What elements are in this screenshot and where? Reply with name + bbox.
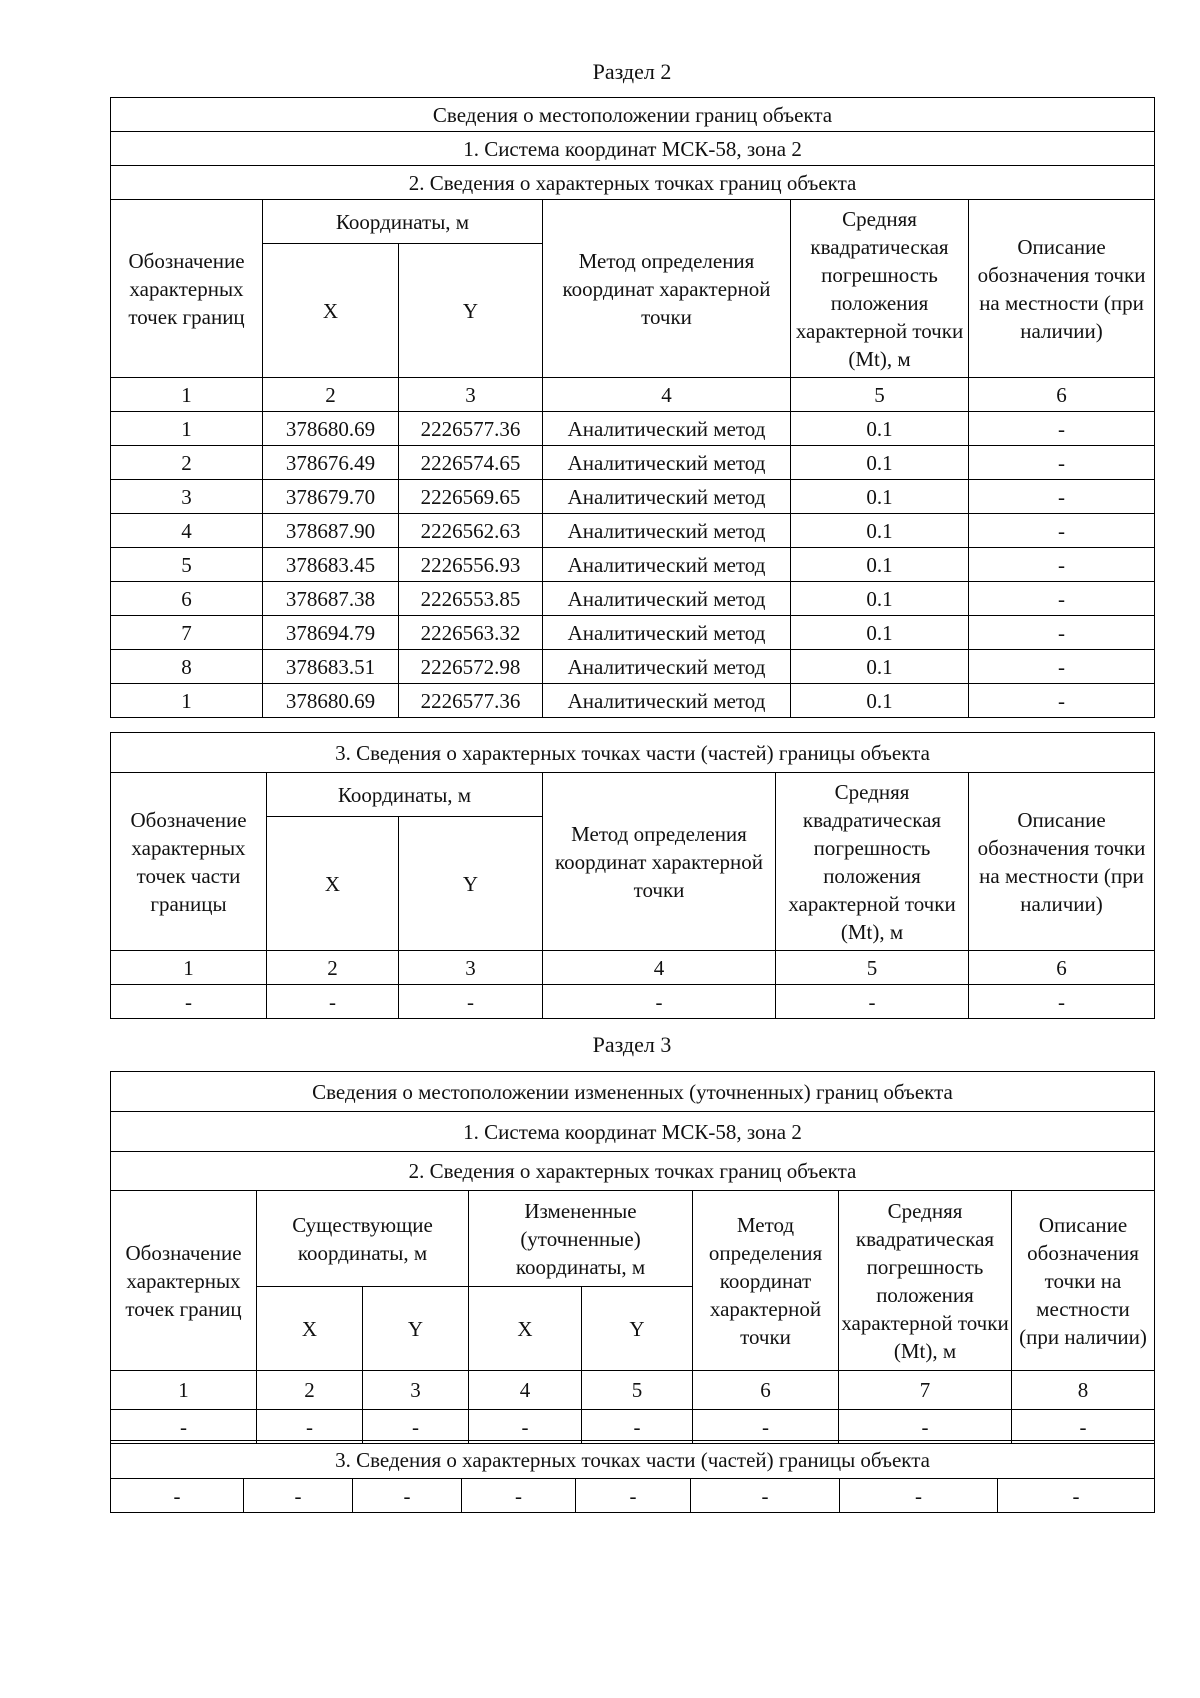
section-2-coord-system: 1. Система координат МСК-58, зона 2 bbox=[111, 132, 1155, 166]
part-header-description: Описание обозначения точки на местности (при наличии) bbox=[969, 773, 1155, 951]
point-method: Аналитический метод bbox=[543, 616, 791, 650]
col-number: 3 bbox=[363, 1371, 469, 1410]
point-error: 0.1 bbox=[791, 650, 969, 684]
col-number: 6 bbox=[693, 1371, 839, 1410]
part-header-designation: Обозначение характерных точек части границы bbox=[111, 773, 267, 951]
header-description: Описание обозначения точки на местности (при наличии) bbox=[969, 200, 1155, 378]
col-number: 4 bbox=[543, 951, 776, 985]
empty-cell: - bbox=[1012, 1410, 1155, 1444]
point-method: Аналитический метод bbox=[543, 480, 791, 514]
col-number: 3 bbox=[399, 951, 543, 985]
s3-header-y2: Y bbox=[582, 1287, 693, 1371]
table-row bbox=[111, 684, 1155, 718]
table-row bbox=[111, 650, 1155, 684]
s3-header-changed: Измененные (уточненные) координаты, м bbox=[469, 1191, 693, 1287]
empty-cell: - bbox=[839, 1410, 1012, 1444]
header-designation: Обозначение характерных точек границ bbox=[111, 200, 263, 378]
s3-header-x2: X bbox=[469, 1287, 582, 1371]
table-row bbox=[111, 446, 1155, 480]
point-x: 378687.38 bbox=[263, 582, 399, 616]
point-method: Аналитический метод bbox=[543, 650, 791, 684]
section-3-part-table bbox=[110, 1440, 1155, 1513]
section-2-caption: Сведения о местоположении границ объекта bbox=[111, 98, 1155, 132]
col-number: 8 bbox=[1012, 1371, 1155, 1410]
section-2-points-heading: 2. Сведения о характерных точках границ объекта bbox=[111, 166, 1155, 200]
point-x: 378680.69 bbox=[263, 684, 399, 718]
section-2-part-table bbox=[110, 732, 1155, 1019]
section-3-part-heading: 3. Сведения о характерных точках части (частей) границы объекта bbox=[111, 1441, 1155, 1479]
empty-cell: - bbox=[543, 985, 776, 1019]
empty-cell: - bbox=[969, 985, 1155, 1019]
point-error: 0.1 bbox=[791, 548, 969, 582]
point-method: Аналитический метод bbox=[543, 446, 791, 480]
empty-cell: - bbox=[111, 1410, 257, 1444]
point-number: 5 bbox=[111, 548, 263, 582]
section-3-coord-system: 1. Система координат МСК-58, зона 2 bbox=[111, 1112, 1155, 1152]
point-x: 378694.79 bbox=[263, 616, 399, 650]
point-number: 7 bbox=[111, 616, 263, 650]
empty-cell: - bbox=[462, 1479, 576, 1513]
point-y: 2226569.65 bbox=[399, 480, 543, 514]
point-description: - bbox=[969, 514, 1155, 548]
col-number: 4 bbox=[543, 378, 791, 412]
point-number: 8 bbox=[111, 650, 263, 684]
part-header-error: Средняя квадратическая погрешность положения характерной точки (Mt), м bbox=[776, 773, 969, 951]
point-description: - bbox=[969, 412, 1155, 446]
col-number: 5 bbox=[776, 951, 969, 985]
header-y: Y bbox=[399, 244, 543, 378]
section-3-points-heading: 2. Сведения о характерных точках границ объекта bbox=[111, 1152, 1155, 1191]
s3-header-description: Описание обозначения точки на местности (при наличии) bbox=[1012, 1191, 1155, 1371]
empty-cell: - bbox=[840, 1479, 998, 1513]
point-y: 2226577.36 bbox=[399, 412, 543, 446]
point-y: 2226553.85 bbox=[399, 582, 543, 616]
part-header-y: Y bbox=[399, 817, 543, 951]
point-method: Аналитический метод bbox=[543, 514, 791, 548]
table-row bbox=[111, 548, 1155, 582]
header-x: X bbox=[263, 244, 399, 378]
part-header-coords: Координаты, м bbox=[267, 773, 543, 817]
point-method: Аналитический метод bbox=[543, 412, 791, 446]
point-number: 2 bbox=[111, 446, 263, 480]
col-number: 4 bbox=[469, 1371, 582, 1410]
empty-cell: - bbox=[399, 985, 543, 1019]
table-row bbox=[111, 412, 1155, 446]
col-number: 1 bbox=[111, 378, 263, 412]
point-description: - bbox=[969, 616, 1155, 650]
point-x: 378680.69 bbox=[263, 412, 399, 446]
col-number: 6 bbox=[969, 951, 1155, 985]
point-x: 378683.45 bbox=[263, 548, 399, 582]
s3-column-numbers-row bbox=[111, 1371, 1155, 1410]
point-error: 0.1 bbox=[791, 412, 969, 446]
point-number: 4 bbox=[111, 514, 263, 548]
col-number: 1 bbox=[111, 951, 267, 985]
point-description: - bbox=[969, 446, 1155, 480]
point-x: 378683.51 bbox=[263, 650, 399, 684]
table-row bbox=[111, 480, 1155, 514]
col-number: 7 bbox=[839, 1371, 1012, 1410]
empty-cell: - bbox=[998, 1479, 1155, 1513]
empty-cell: - bbox=[469, 1410, 582, 1444]
point-y: 2226563.32 bbox=[399, 616, 543, 650]
empty-cell: - bbox=[691, 1479, 840, 1513]
s3-header-method: Метод определения координат характерной точки bbox=[693, 1191, 839, 1371]
s3-header-error: Средняя квадратическая погрешность положения характерной точки (Mt), м bbox=[839, 1191, 1012, 1371]
empty-cell: - bbox=[111, 985, 267, 1019]
col-number: 6 bbox=[969, 378, 1155, 412]
point-y: 2226572.98 bbox=[399, 650, 543, 684]
point-y: 2226562.63 bbox=[399, 514, 543, 548]
empty-cell: - bbox=[111, 1479, 244, 1513]
header-coords: Координаты, м bbox=[263, 200, 543, 244]
table-row bbox=[111, 1479, 1155, 1513]
point-y: 2226556.93 bbox=[399, 548, 543, 582]
point-description: - bbox=[969, 582, 1155, 616]
section-2-part-heading: 3. Сведения о характерных точках части (частей) границы объекта bbox=[111, 733, 1155, 773]
point-x: 378679.70 bbox=[263, 480, 399, 514]
point-description: - bbox=[969, 480, 1155, 514]
part-column-numbers-row bbox=[111, 951, 1155, 985]
point-description: - bbox=[969, 548, 1155, 582]
col-number: 3 bbox=[399, 378, 543, 412]
col-number: 5 bbox=[791, 378, 969, 412]
part-header-x: X bbox=[267, 817, 399, 951]
table-row bbox=[111, 582, 1155, 616]
header-method: Метод определения координат характерной точки bbox=[543, 200, 791, 378]
point-error: 0.1 bbox=[791, 480, 969, 514]
point-y: 2226574.65 bbox=[399, 446, 543, 480]
table-row bbox=[111, 616, 1155, 650]
point-number: 1 bbox=[111, 412, 263, 446]
empty-cell: - bbox=[776, 985, 969, 1019]
table-row bbox=[111, 985, 1155, 1019]
part-header-method: Метод определения координат характерной точки bbox=[543, 773, 776, 951]
col-number: 1 bbox=[111, 1371, 257, 1410]
point-number: 6 bbox=[111, 582, 263, 616]
point-y: 2226577.36 bbox=[399, 684, 543, 718]
point-method: Аналитический метод bbox=[543, 684, 791, 718]
point-method: Аналитический метод bbox=[543, 582, 791, 616]
empty-cell: - bbox=[244, 1479, 353, 1513]
empty-cell: - bbox=[267, 985, 399, 1019]
point-error: 0.1 bbox=[791, 582, 969, 616]
point-description: - bbox=[969, 650, 1155, 684]
point-error: 0.1 bbox=[791, 684, 969, 718]
header-error: Средняя квадратическая погрешность положения характерной точки (Mt), м bbox=[791, 200, 969, 378]
point-error: 0.1 bbox=[791, 446, 969, 480]
table-row bbox=[111, 514, 1155, 548]
s3-header-designation: Обозначение характерных точек границ bbox=[111, 1191, 257, 1371]
table-row bbox=[111, 1410, 1155, 1444]
section-3-table bbox=[110, 1071, 1155, 1444]
empty-cell: - bbox=[693, 1410, 839, 1444]
point-error: 0.1 bbox=[791, 616, 969, 650]
s3-header-y1: Y bbox=[363, 1287, 469, 1371]
empty-cell: - bbox=[582, 1410, 693, 1444]
col-number: 2 bbox=[263, 378, 399, 412]
col-number: 5 bbox=[582, 1371, 693, 1410]
point-method: Аналитический метод bbox=[543, 548, 791, 582]
section-3-title: Раздел 3 bbox=[592, 1032, 672, 1057]
s3-header-x1: X bbox=[257, 1287, 363, 1371]
point-error: 0.1 bbox=[791, 514, 969, 548]
empty-cell: - bbox=[353, 1479, 462, 1513]
empty-cell: - bbox=[257, 1410, 363, 1444]
point-x: 378676.49 bbox=[263, 446, 399, 480]
empty-cell: - bbox=[363, 1410, 469, 1444]
section-2-title: Раздел 2 bbox=[592, 59, 672, 84]
col-number: 2 bbox=[267, 951, 399, 985]
section-2-table bbox=[110, 97, 1155, 718]
column-numbers-row bbox=[111, 378, 1155, 412]
point-x: 378687.90 bbox=[263, 514, 399, 548]
empty-cell: - bbox=[576, 1479, 691, 1513]
point-number: 3 bbox=[111, 480, 263, 514]
col-number: 2 bbox=[257, 1371, 363, 1410]
section-3-caption: Сведения о местоположении измененных (уточненных) границ объекта bbox=[111, 1072, 1155, 1112]
s3-header-existing: Существующие координаты, м bbox=[257, 1191, 469, 1287]
point-number: 1 bbox=[111, 684, 263, 718]
point-description: - bbox=[969, 684, 1155, 718]
